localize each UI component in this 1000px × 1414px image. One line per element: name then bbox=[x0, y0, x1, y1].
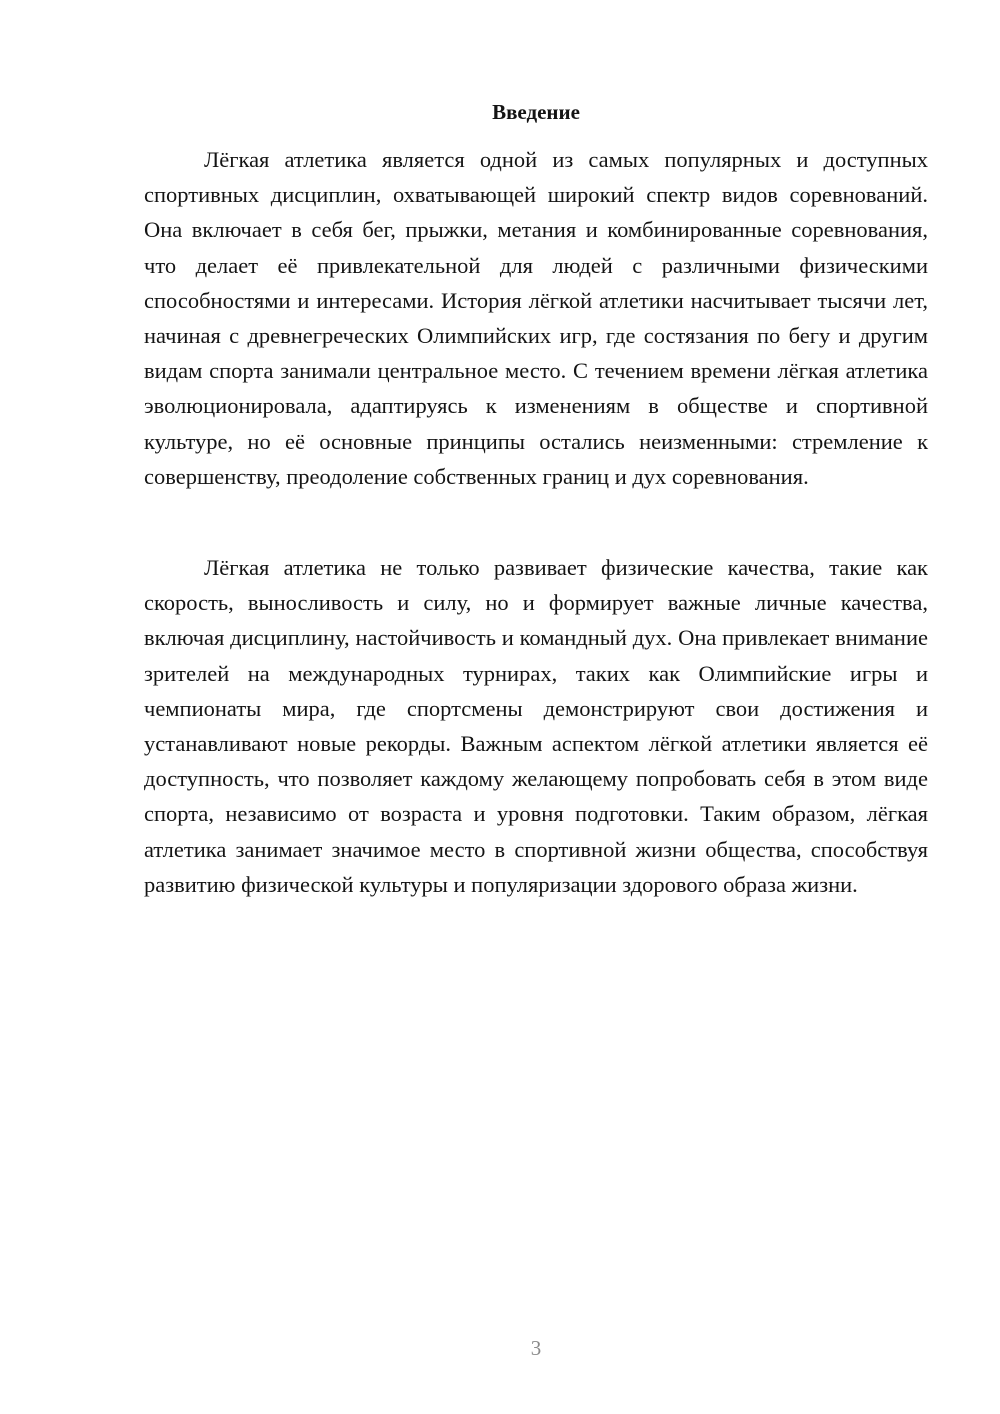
paragraph-2: Лёгкая атлетика не только развивает физические качества, такие как скорость, выносливость и силу, но и формирует важные личные качества, включая дисциплину, настойчивость и командный дух. Она привлекает внимание зрителей на международных турнирах, таких как Олимпийские игры и чемпионаты мира, где спортсмены демонстрируют свои достижения и устанавливают новые рекорды. Важным аспектом лёгкой атлетики является её доступность, что позволяет каждому желающему попробовать себя в этом виде спорта, независимо от возраста и уровня подготовки. Таким образом, лёгкая атлетика занимает значимое место в спортивной жизни общества, способствуя развитию физической культуры и популяризации здорового образа жизни. bbox=[144, 555, 928, 897]
section-title: Введение bbox=[492, 100, 580, 124]
paragraph-1: Лёгкая атлетика является одной из самых популярных и доступных спортивных дисциплин, охватывающей широкий спектр видов соревнований. Она включает в себя бег, прыжки, метания и комбинированные соревнования, что делает её привлекательной для людей с различными физическими способностями и интересами. История лёгкой атлетики насчитывает тысячи лет, начиная с древнегреческих Олимпийских игр, где состязания по бегу и другим видам спорта занимали центральное место. С течением времени лёгкая атлетика эволюционировала, адаптируясь к изменениям в обществе и спортивной культуре, но её основные принципы остались неизменными: стремление к совершенству, преодоление собственных границ и дух соревнования. bbox=[144, 147, 928, 489]
page-number: 3 bbox=[530, 1336, 542, 1360]
